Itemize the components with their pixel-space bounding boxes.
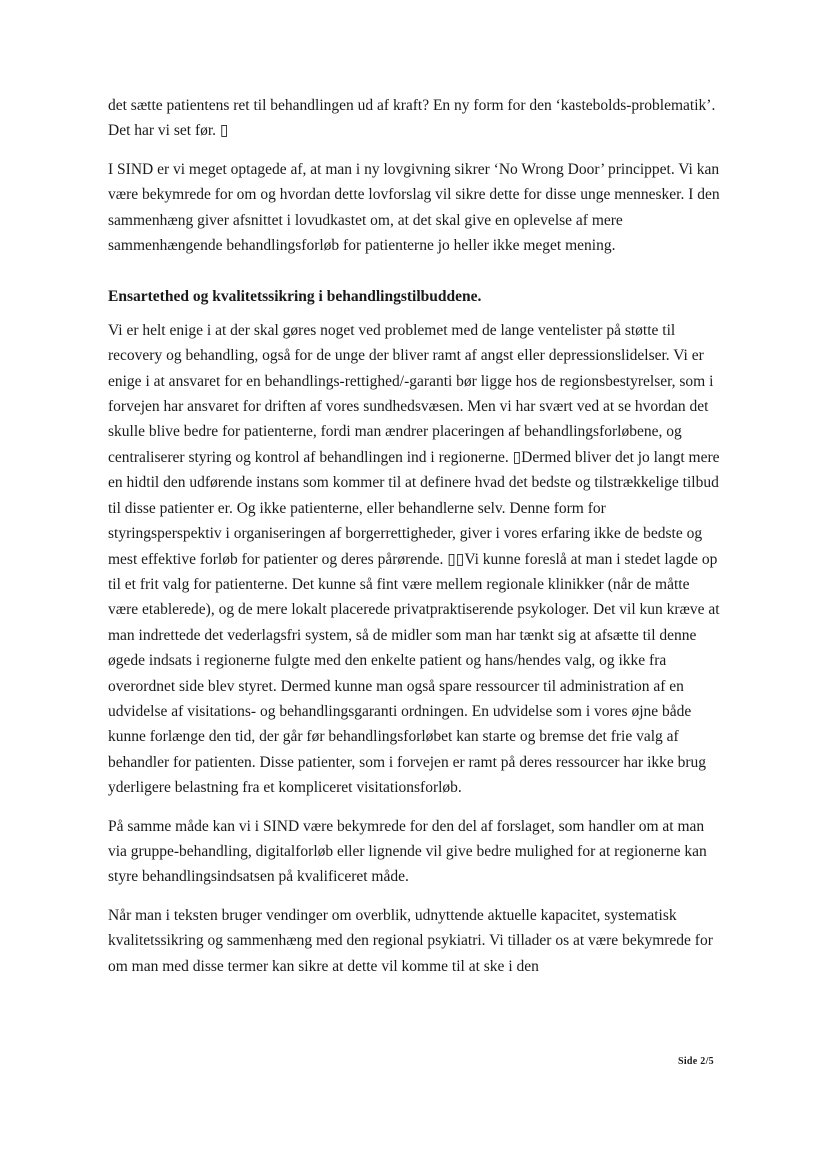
document-body [108,93,720,979]
section-paragraph-3: Når man i teksten bruger vendinger om overblik, udnyttende aktuelle kapacitet, systematisk kvalitetssikring og sammenhæng med den regional psykiatri. Vi tillader os at være bekymrede for om man med disse termer kan sikre at dette vil komme til at ske i den [108,906,713,975]
paragraph-1: det sætte patientens ret til behandlingen ud af kraft? En ny form for den ‘kastebolds-problematik’. Det har vi set før. ▯ [108,97,716,140]
section-heading: Ensartethed og kvalitetssikring i behandlingstilbuddene. [108,288,482,306]
section-paragraph-2: På samme måde kan vi i SIND være bekymrede for den del af forslaget, som handler om at man via gruppe-behandling, digitalforløb eller lignende vil give bedre mulighed for at regionerne kan styre behandlingsindsatsen på kvalificeret måde. [108,817,707,886]
page-number: Side 2/5 [677,1056,714,1067]
paragraph-2: I SIND er vi meget optagede af, at man i ny lovgivning sikrer ‘No Wrong Door’ princippet. Vi kan være bekymrede for om og hvordan dette lovforslag vil sikre dette for disse unge mennesker. I den sammenhæng giver afsnittet i lovudkastet om, at det skal give en oplevelse af mere sammenhængende behandlingsforløb for patienterne jo heller ikke meget mening. [108,160,720,255]
section-paragraph-1: Vi er helt enige i at der skal gøres noget ved problemet med de lange ventelister på støtte til recovery og behandling, også for de unge der bliver ramt af angst eller depressionslidelser. Vi er enige i at ansvaret for en behandlings-rettighed/-garanti bør ligge hos de regionsbestyrelser, som i forvejen har ansvaret for driften af vores sundhedsvæsen. Men vi har svært ved at se hvordan det skulle blive bedre for patienterne, fordi man ændrer placeringen af behandlingsforløbene, og centraliserer styring og kontrol af behandlingen ind i regionerne. ▯Dermed bliver det jo langt mere en hidtil den udførende instans som kommer til at definere hvad det bedste og tilstrækkelige tilbud til disse patienter er. Og ikke patienterne, eller behandlerne selv. Denne form for styringsperspektiv i organiseringen af borgerrettigheder, giver i vores erfaring ikke de bedste og mest effektive forløb for patienter og deres pårørende. ▯▯Vi kunne foreslå at man i stedet lagde op til et frit valg for patienterne. Det kunne så fint være mellem regionale klinikker (når de måtte være etablerede), og de mere lokalt placerede privatpraktiserende psykologer. Det vil kun kræve at man indrettede det vederlagsfri system, så de midler som man har tænkt sig at afsætte til denne øgede indsats i regionerne fulgte med den enkelte patient og hans/hendes valg, og ikke fra overordnet side blev styret. Dermed kunne man også spare ressourcer til administration af en udvidelse af visitations- og behandlingsgaranti ordningen. En udvidelse som i vores øjne både kunne forlænge den tid, der går før behandlingsforløbet kan starte og bremse det frie valg af behandler for patienten. Disse patienter, som i forvejen er ramt på deres ressourcer har ikke brug yderligere belastning fra et kompliceret visitationsforløb. [108,321,720,797]
